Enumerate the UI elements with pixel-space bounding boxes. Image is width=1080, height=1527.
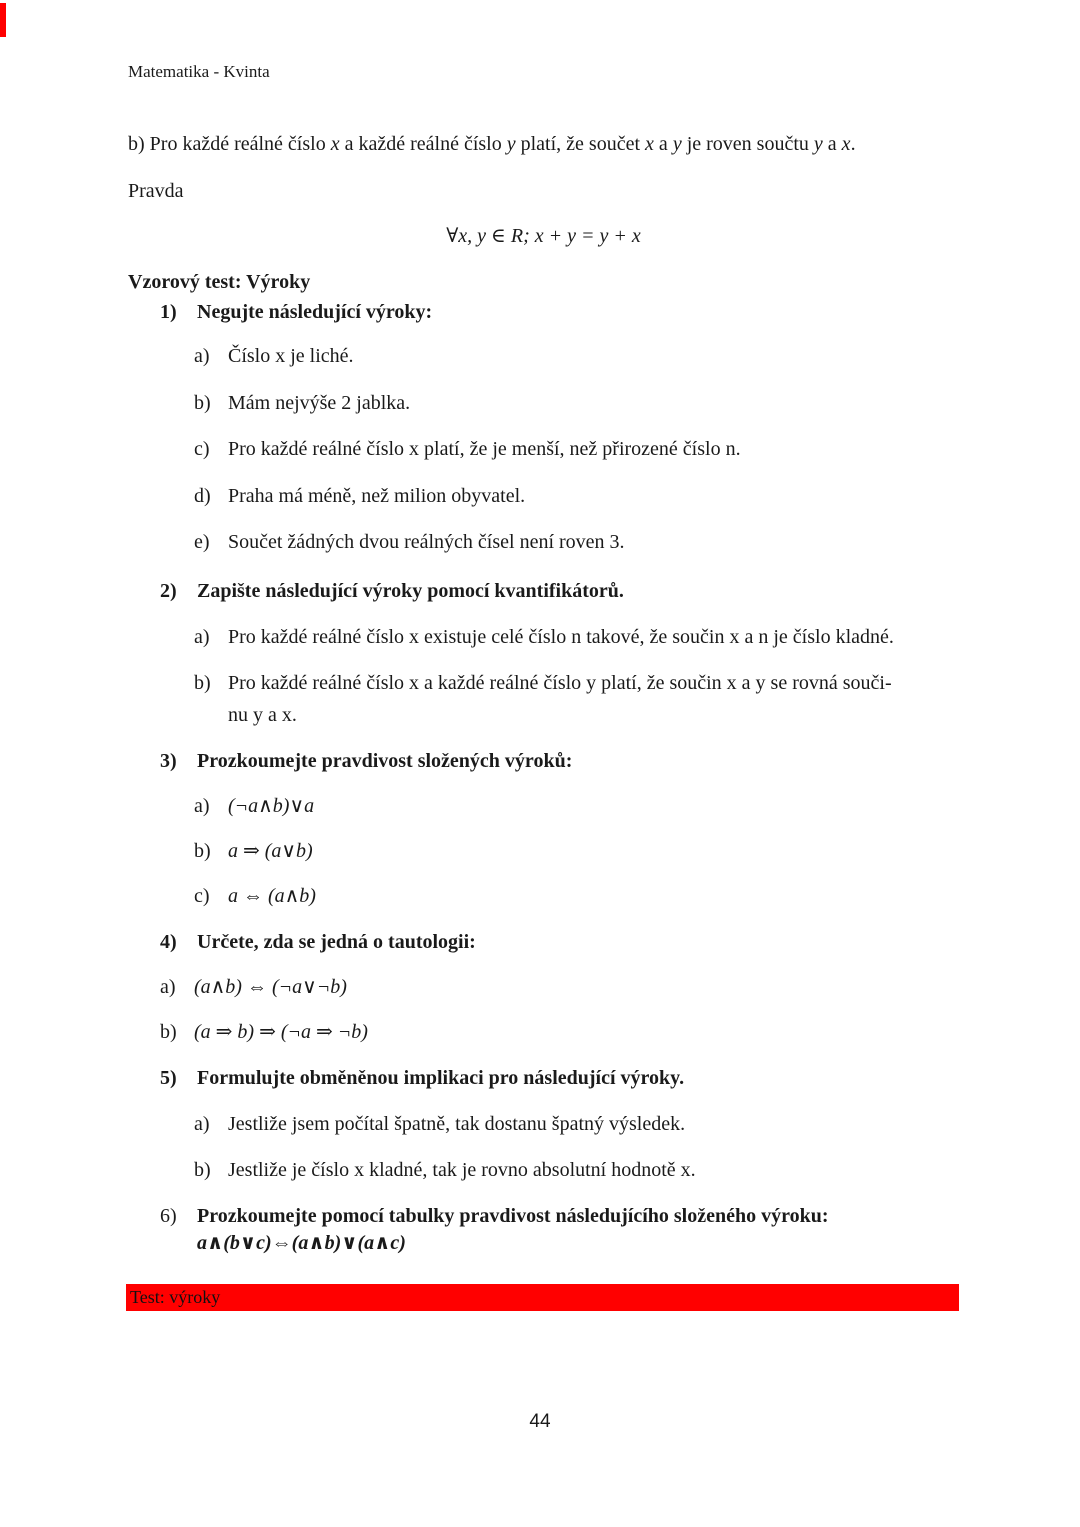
logic-expression: a ⇔ (a∧b) — [228, 885, 316, 907]
intro-var: x — [841, 133, 851, 155]
task-1-heading — [160, 300, 432, 324]
task-title: Prozkoumejte pomocí tabulky pravdivost následujícího složeného výroku: — [197, 1205, 829, 1227]
item-text: Pro každé reálné číslo x a každé reálné číslo y platí, že součin x a y se rovná souči- — [228, 672, 892, 694]
verdict-line — [128, 179, 184, 203]
quantifier-formula — [128, 224, 959, 248]
item-label: a) — [160, 976, 176, 998]
task-6-formula — [197, 1231, 406, 1255]
page-header — [128, 60, 270, 84]
intro-statement — [128, 132, 856, 156]
intro-text-segment: platí, že součet — [515, 133, 646, 155]
test-heading-text: Vzorový test: Výroky — [128, 271, 311, 293]
item-label: b) — [194, 840, 211, 862]
task-3-item-a — [194, 794, 314, 818]
task-title: Určete, zda se jedná o tautologii: — [197, 931, 476, 953]
item-text: Pro každé reálné číslo x platí, že je menší, než přirozené číslo n. — [228, 438, 741, 460]
logic-expression: (a ⇒ b) ⇒ (¬a ⇒ ¬b) — [194, 1021, 368, 1043]
task-5-heading — [160, 1066, 684, 1090]
task-number: 1) — [160, 301, 177, 323]
task-4-heading — [160, 930, 476, 954]
task-4-item-a — [160, 975, 347, 999]
task-5-item-a — [194, 1112, 685, 1136]
task-number: 3) — [160, 750, 177, 772]
task-2-item-a — [194, 625, 894, 649]
item-label: b) — [194, 392, 211, 414]
item-text: Pro každé reálné číslo x existuje celé číslo n takové, že součin x a n je číslo kladné. — [228, 626, 894, 648]
intro-text-segment: a — [653, 133, 673, 155]
task-number: 4) — [160, 931, 177, 953]
task-2-item-b — [194, 671, 892, 695]
formula-text: ∀x, y ∈ R; x + y = y + x — [446, 225, 641, 247]
item-text: Součet žádných dvou reálných čísel není roven 3. — [228, 531, 625, 553]
task-2-item-b-line2 — [228, 703, 297, 727]
task-3-item-b — [194, 839, 313, 863]
item-text: Praha má méně, než milion obyvatel. — [228, 485, 526, 507]
item-label: b) — [194, 672, 211, 694]
task-3-item-c — [194, 884, 316, 908]
intro-var: x — [330, 133, 340, 155]
intro-text-segment: je roven součtu — [681, 133, 814, 155]
item-label: a) — [194, 1113, 210, 1135]
intro-text-segment: a — [822, 133, 842, 155]
task-title: Formulujte obměněnou implikaci pro následující výroky. — [197, 1067, 685, 1089]
item-label: b) — [194, 1159, 211, 1181]
item-text: Mám nejvýše 2 jablka. — [228, 392, 411, 414]
logic-expression: a∧(b∨c)⇔(a∧b)∨(a∧c) — [197, 1232, 406, 1254]
intro-var: y — [672, 133, 682, 155]
task-1-item-a — [194, 344, 354, 368]
item-label: a) — [194, 345, 210, 367]
task-number: 6) — [160, 1205, 177, 1227]
red-edge-mark — [0, 3, 6, 37]
logic-expression: a ⇒ (a∨b) — [228, 840, 313, 862]
task-number: 5) — [160, 1067, 177, 1089]
item-label: d) — [194, 485, 211, 507]
task-1-item-b — [194, 391, 410, 415]
page-number — [0, 1411, 1080, 1433]
task-5-item-b — [194, 1158, 696, 1182]
logic-expression: (¬a∧b)∨a — [228, 795, 315, 817]
item-text: Číslo x je liché. — [228, 345, 354, 367]
intro-var: y — [506, 133, 516, 155]
item-label: c) — [194, 885, 210, 907]
task-3-heading — [160, 749, 572, 773]
item-label: e) — [194, 531, 210, 553]
item-label: b) — [160, 1021, 177, 1043]
page-number-text: 44 — [529, 1411, 551, 1432]
intro-text-segment: a každé reálné číslo — [339, 133, 507, 155]
page-header-text: Matematika - Kvinta — [128, 62, 270, 81]
task-1-item-e — [194, 530, 625, 554]
task-title: Prozkoumejte pravdivost složených výroků: — [197, 750, 573, 772]
task-title: Zapište následující výroky pomocí kvantifikátorů. — [197, 580, 624, 602]
item-label: c) — [194, 438, 210, 460]
item-text: Jestliže jsem počítal špatně, tak dostanu špatný výsledek. — [228, 1113, 686, 1135]
item-label: a) — [194, 795, 210, 817]
test-heading — [128, 270, 310, 294]
logic-expression: (a∧b) ⇔ (¬a∨¬b) — [194, 976, 347, 998]
test-highlight-bar — [126, 1284, 959, 1311]
intro-var: y — [813, 133, 823, 155]
task-1-item-c — [194, 437, 741, 461]
intro-text-segment: . — [850, 133, 856, 155]
item-text-continued: nu y a x. — [228, 704, 297, 726]
verdict-text: Pravda — [128, 180, 184, 202]
item-text: Jestliže je číslo x kladné, tak je rovno absolutní hodnotě x. — [228, 1159, 696, 1181]
intro-var: x — [645, 133, 654, 155]
intro-text-segment: b) Pro každé reálné číslo — [128, 133, 331, 155]
task-number: 2) — [160, 580, 177, 602]
task-1-item-d — [194, 484, 525, 508]
test-bar-label: Test: výroky — [130, 1287, 221, 1307]
task-2-heading — [160, 579, 624, 603]
task-6-heading — [160, 1204, 829, 1228]
task-title: Negujte následující výroky: — [197, 301, 433, 323]
task-4-item-b — [160, 1020, 368, 1044]
item-label: a) — [194, 626, 210, 648]
